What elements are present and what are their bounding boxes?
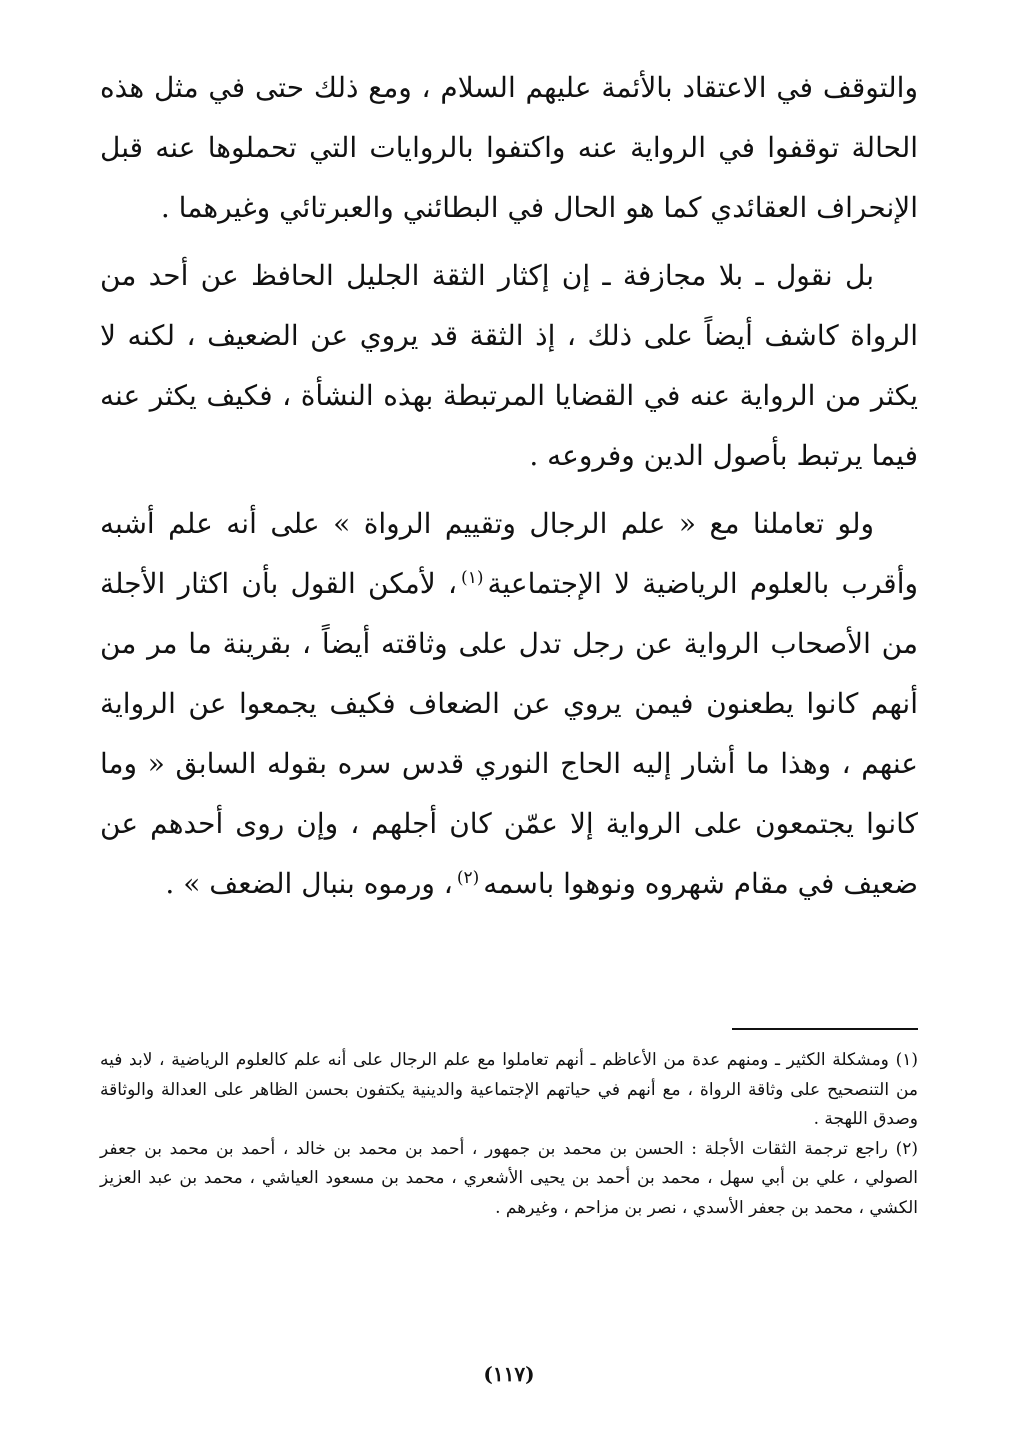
footnote-reference-2[interactable]: (٢) — [456, 867, 480, 888]
paragraph-3-part-1: ولو تعاملنا مع « علم الرجال وتقييم الرواة » على أنه علم أشبه وأقرب بالعلوم الرياضية لا الإجتماعية — [100, 507, 918, 600]
footnote-separator — [732, 1028, 918, 1030]
footnote-2-text: راجع ترجمة الثقات الأجلة : الحسن بن محمد بن جمهور ، أحمد بن محمد بن خالد ، أحمد بن محمد بن جعفر الصولي ، علي بن أبي سهل ، محمد بن أحمد بن يحيى الأشعري ، محمد بن مسعود العياشي ، محمد بن عبد العزيز الكشي ، محمد بن جعفر الأسدي ، نصر بن مزاحم ، وغيرهم . — [100, 1138, 918, 1218]
paragraph-3-part-2: ، لأمكن القول بأن اكثار الأجلة من الأصحاب الرواية عن رجل تدل على وثاقته أيضاً ، بقرينة ما مر من أنهم كانوا يطعنون فيمن يروي عن الضعاف فكيف يجمعوا عن الرواية عنهم ، وهذا ما أشار إليه الحاج النوري قدس سره بقوله السابق « وما كانوا يجتمعون على الرواية إلا عمّن كان أجلهم ، وإن روى أحدهم عن ضعيف في مقام شهروه ونوهوا باسمه — [100, 567, 918, 900]
paragraph-3-part-3: ، ورموه بنبال الضعف » . — [165, 867, 453, 900]
page-number: (١١٧) — [483, 1362, 535, 1386]
footnotes — [100, 1046, 918, 1223]
paragraph-1: والتوقف في الاعتقاد بالأئمة عليهم السلام ، ومع ذلك حتى في مثل هذه الحالة توقفوا في الرواية عنه واكتفوا بالروايات التي تحملوها عنه قبل الإنحراف العقائدي كما هو الحال في البطائني والعبرتائي وغيرهما . — [100, 71, 919, 224]
paragraph-3 — [100, 494, 918, 914]
paragraph-2: بل نقول ـ بلا مجازفة ـ إن إكثار الثقة الجليل الحافظ عن أحد من الرواة كاشف أيضاً على ذلك ، إذ الثقة قد يروي عن الضعيف ، لكنه لا يكثر من الرواية عنه في القضايا المرتبطة بهذه النشأة ، فكيف يكثر عنه فيما يرتبط بأصول الدين وفروعه . — [100, 259, 918, 472]
footnote-reference-1[interactable]: (١) — [461, 567, 484, 588]
page-body — [100, 58, 918, 922]
footnote-2 — [100, 1135, 918, 1224]
footnote-1 — [100, 1046, 918, 1135]
footnote-1-text: ومشكلة الكثير ـ ومنهم عدة من الأعاظم ـ أنهم تعاملوا مع علم الرجال على أنه علم كالعلوم الرياضية ، لابد فيه من التنصحيح على وثاقة الرواة ، مع أنهم في حياتهم الإجتماعية والدينية يكتفون بحسن الظاهر على العدالة والوثاقة وصدق اللهجة . — [100, 1050, 918, 1129]
footnote-2-marker: (٢) — [895, 1138, 919, 1159]
footnote-1-marker: (١) — [895, 1050, 918, 1070]
